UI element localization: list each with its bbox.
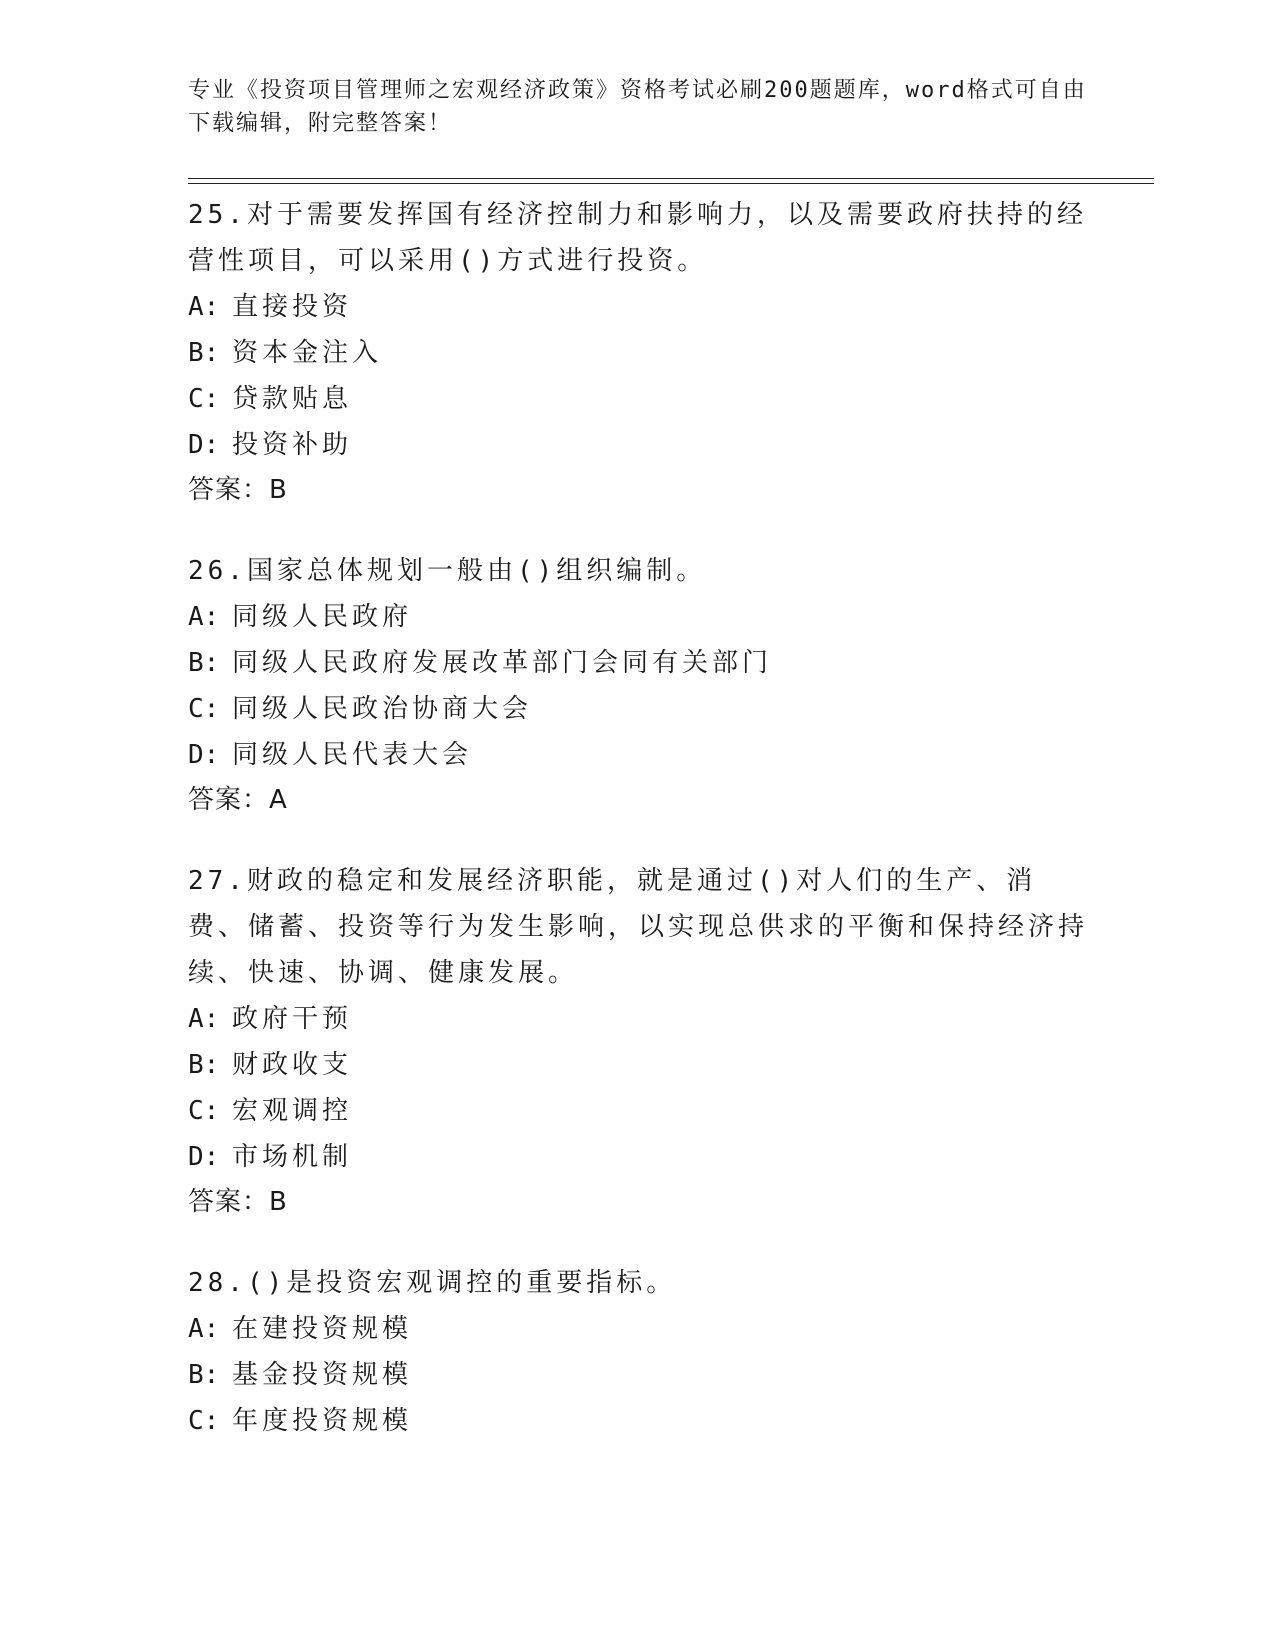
option-letter: C: bbox=[188, 1096, 220, 1126]
option-letter: A: bbox=[188, 1314, 220, 1344]
answer-line: 答案：B bbox=[188, 475, 288, 505]
option-c bbox=[188, 1398, 1088, 1444]
option-letter: C: bbox=[188, 1406, 220, 1436]
option-c bbox=[188, 1088, 1088, 1134]
option-text: 同级人民政府发展改革部门会同有关部门 bbox=[232, 648, 773, 678]
option-b bbox=[188, 640, 1088, 686]
option-a bbox=[188, 594, 1088, 640]
option-letter: A: bbox=[188, 292, 220, 322]
question-stem: 28.()是投资宏观调控的重要指标。 bbox=[188, 1268, 677, 1298]
header-rule-top bbox=[188, 178, 1154, 179]
option-b bbox=[188, 1352, 1088, 1398]
option-text: 年度投资规模 bbox=[232, 1406, 413, 1436]
option-a bbox=[188, 1306, 1088, 1352]
option-text: 宏观调控 bbox=[232, 1096, 353, 1126]
option-c bbox=[188, 686, 1088, 732]
option-d bbox=[188, 1134, 1088, 1180]
option-text: 财政收支 bbox=[232, 1050, 353, 1080]
question-stem: 25.对于需要发挥国有经济控制力和影响力，以及需要政府扶持的经营性项目，可以采用()方式进行投资。 bbox=[188, 200, 1087, 276]
option-text: 投资补助 bbox=[232, 430, 353, 460]
question-27 bbox=[188, 858, 1088, 1224]
answer-line: 答案：A bbox=[188, 785, 288, 815]
option-text: 直接投资 bbox=[232, 292, 353, 322]
question-list bbox=[188, 192, 1088, 1480]
option-letter: A: bbox=[188, 1004, 220, 1034]
option-text: 政府干预 bbox=[232, 1004, 353, 1034]
question-stem: 26.国家总体规划一般由()组织编制。 bbox=[188, 556, 707, 586]
option-b bbox=[188, 1042, 1088, 1088]
option-letter: B: bbox=[188, 648, 220, 678]
question-28 bbox=[188, 1260, 1088, 1444]
question-26 bbox=[188, 548, 1088, 822]
option-letter: A: bbox=[188, 602, 220, 632]
option-c bbox=[188, 376, 1088, 422]
option-a bbox=[188, 996, 1088, 1042]
header-rule-bottom bbox=[188, 183, 1154, 184]
option-letter: C: bbox=[188, 384, 220, 414]
option-letter: D: bbox=[188, 430, 220, 460]
option-text: 市场机制 bbox=[232, 1142, 353, 1172]
option-a bbox=[188, 284, 1088, 330]
option-letter: B: bbox=[188, 1050, 220, 1080]
option-text: 同级人民政府 bbox=[232, 602, 413, 632]
option-letter: D: bbox=[188, 1142, 220, 1172]
option-text: 同级人民政治协商大会 bbox=[232, 694, 533, 724]
option-d bbox=[188, 732, 1088, 778]
question-25 bbox=[188, 192, 1088, 512]
option-letter: D: bbox=[188, 740, 220, 770]
option-letter: B: bbox=[188, 338, 220, 368]
answer-line: 答案：B bbox=[188, 1187, 288, 1217]
option-letter: C: bbox=[188, 694, 220, 724]
question-stem: 27.财政的稳定和发展经济职能，就是通过()对人们的生产、消费、储蓄、投资等行为发生影响，以实现总供求的平衡和保持经济持续、快速、协调、健康发展。 bbox=[188, 866, 1089, 988]
option-text: 同级人民代表大会 bbox=[232, 740, 473, 770]
option-d bbox=[188, 422, 1088, 468]
option-text: 在建投资规模 bbox=[232, 1314, 413, 1344]
option-b bbox=[188, 330, 1088, 376]
document-header: 专业《投资项目管理师之宏观经济政策》资格考试必刷200题题库，word格式可自由下载编辑，附完整答案！ bbox=[188, 78, 1087, 136]
option-text: 基金投资规模 bbox=[232, 1360, 413, 1390]
option-text: 贷款贴息 bbox=[232, 384, 353, 414]
option-text: 资本金注入 bbox=[232, 338, 383, 368]
option-letter: B: bbox=[188, 1360, 220, 1390]
